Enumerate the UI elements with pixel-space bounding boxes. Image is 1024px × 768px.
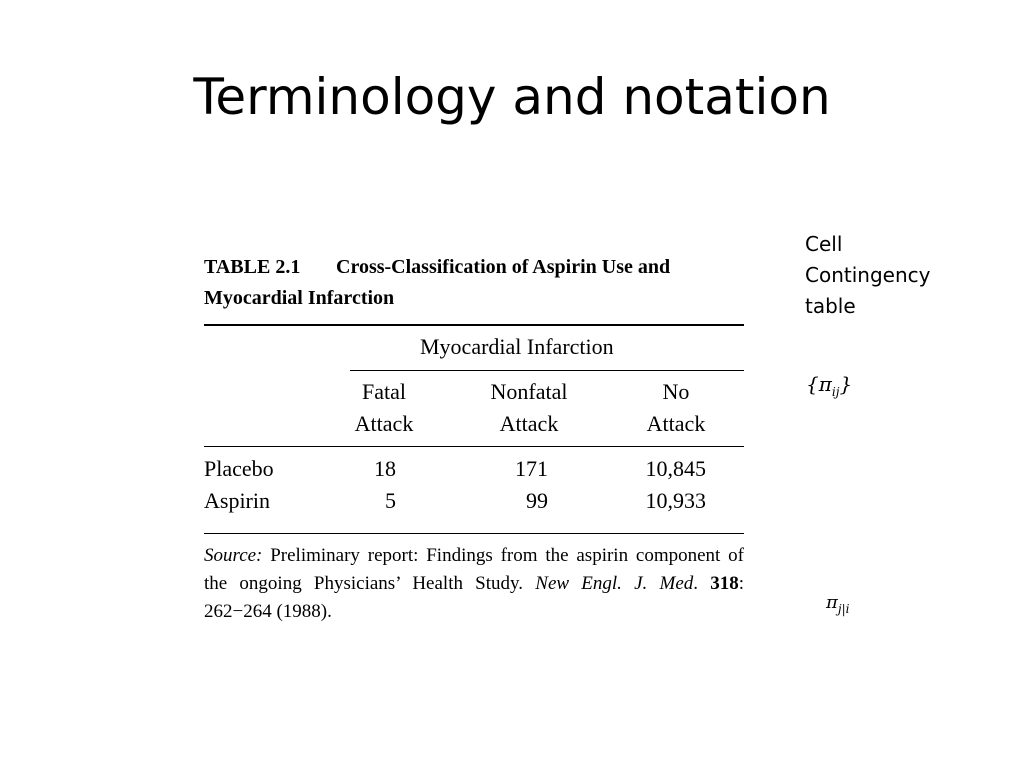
column-header-nonfatal: Nonfatal Attack: [490, 379, 568, 436]
table-caption: [204, 252, 744, 314]
caption-line-2: Myocardial Infarction: [204, 287, 395, 309]
side-note-contingency: Contingency: [805, 263, 931, 287]
slide-title: Terminology and notation: [193, 68, 831, 126]
cell-aspirin-no-attack: 10,933: [645, 488, 706, 513]
table-header: [204, 326, 744, 446]
caption-line-1: Cross-Classification of Aspirin Use and: [336, 256, 671, 278]
cell-aspirin-fatal: 5: [385, 488, 396, 513]
cell-placebo-no-attack: 10,845: [645, 456, 706, 481]
table-source: Source: Preliminary report: Findings from the aspirin component of the ongoing Physicians’ Health Study. New Engl. J. Med. 318: 262−264 (1988).: [204, 545, 745, 622]
side-note-cell: Cell: [805, 232, 843, 256]
cell-placebo-fatal: 18: [374, 456, 396, 481]
row-label-placebo: Placebo: [204, 456, 274, 481]
joint-probability-notation: $\{\pi_{ij}\}$: [806, 372, 853, 399]
side-note-table: table: [805, 294, 856, 318]
table-number: TABLE 2.1: [204, 256, 301, 278]
bottom-rule: [204, 533, 744, 534]
column-header-fatal: Fatal Attack: [354, 379, 414, 436]
group-header: Myocardial Infarction: [420, 334, 614, 359]
conditional-probability-notation: $\pi_{j|i}$: [826, 592, 850, 616]
side-notes: [805, 229, 930, 322]
row-label-aspirin: Aspirin: [204, 488, 270, 513]
source-label: Source:: [204, 545, 263, 566]
journal-name: New Engl. J. Med: [535, 573, 694, 594]
column-header-no-attack: No Attack: [646, 379, 706, 436]
group-header-rule: [350, 370, 744, 371]
table-figure: [204, 252, 744, 626]
cell-aspirin-nonfatal: 99: [526, 488, 548, 513]
journal-volume: 318: [710, 573, 739, 594]
table-body: [204, 447, 744, 533]
cell-placebo-nonfatal: 171: [515, 456, 548, 481]
